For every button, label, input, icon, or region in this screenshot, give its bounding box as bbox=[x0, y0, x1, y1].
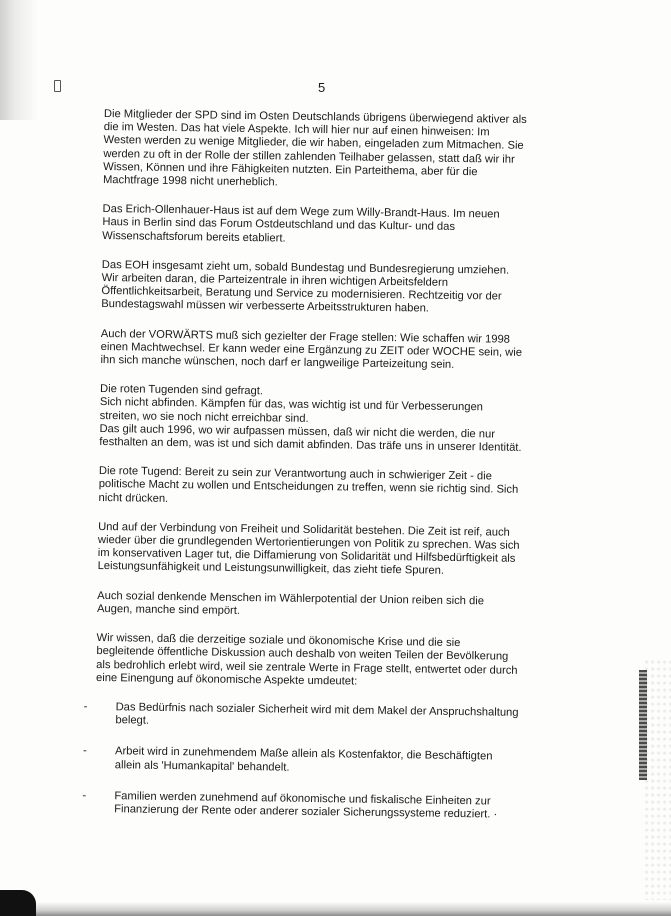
list-item bbox=[82, 789, 518, 822]
paragraph-crisis: Wir wissen, daß die derzeitige soziale und ökonomische Krise und die sie begleitende öffentliche Diskussion auch deshalb von weiten Teilen der Bevölkerung als bedrohlich erlebt wird, weil sie zentrale Werte in Frage stellt, entwertet oder durch eine Einengung auf ökonomische Aspekte umdeutet: bbox=[95, 632, 518, 688]
list-item bbox=[83, 700, 519, 733]
virtues-line-1: Die roten Tugenden sind gefragt. bbox=[99, 383, 264, 398]
paragraph-vorwaerts: Auch der VORWÄRTS muß sich gezielter der Frage stellen: Wie schaffen wir 1998 einen Machtwechsel. Er kann weder eine Ergänzung zu ZEIT oder WOCHE sein, wie ihn sich manche wünschen, noch darf er langweilige Parteizeitung sein. bbox=[100, 327, 523, 371]
scan-shadow-bottom bbox=[0, 902, 671, 916]
scan-artifact-right bbox=[639, 670, 647, 780]
bullet-dash: - bbox=[82, 789, 87, 802]
list-item bbox=[82, 745, 519, 777]
bullet-list bbox=[82, 700, 520, 822]
paragraph-solidarity: Und auf der Verbindung von Freiheit und Solidarität bestehen. Die Zeit ist reif, auch wieder über die grundlegenden Wertorientierungen von Politik zu sprechen. Was sich im konservativen Lager tut, die Diffamierung von Solidarität und Hilfsbedürftigkeit als Leistungsunfähigkeit und Leistungsunwilligkeit, das zieht tiefe Spuren. bbox=[97, 520, 520, 578]
scan-noise-right bbox=[643, 660, 671, 900]
paragraph-members: Die Mitglieder der SPD sind im Osten Deutschlands übrigens überwiegend aktiver als die im Westen. Das hat viele Aspekte. Ich will hier nur auf einen hinweisen: Im Westen werden zu wenige Mitglieder, die wir haben, eingeladen zum Mitmachen. Sie werden zu oft in der Rolle der stillen zahlenden Teilhaber gelassen, statt daß wir ihr Wissen, Können und ihre Fähigkeiten nutzten. Ein Parteithema, aber für die Machtfrage 1998 nicht unerheblich. bbox=[102, 108, 527, 189]
virtues-line-3: Das gilt auch 1996, wo wir aufpassen müssen, daß wir nicht die werden, die nur festhalten an dem, was ist und sich damit abfinden. Das träfe uns in unserer Identität. bbox=[99, 422, 522, 454]
scan-corner-bottom bbox=[0, 890, 36, 916]
margin-mark bbox=[54, 80, 61, 92]
bullet-dash: - bbox=[83, 700, 88, 713]
bullet-text: Das Bedürfnis nach sozialer Sicherheit wird mit dem Makel der Anspruchshaltung belegt. bbox=[115, 701, 519, 727]
paragraph-union-voters: Auch sozial denkende Menschen im Wählerpotential der Union reiben sich die Augen, manche sind empört. bbox=[96, 589, 485, 617]
paragraph-red-virtue: Die rote Tugend: Bereit zu sein zur Verantwortung auch in schwieriger Zeit - die politische Macht zu wollen und Entscheidungen zu treffen, wenn sie richtig sind. Sich nicht drücken. bbox=[98, 465, 519, 505]
paragraph-eoh-move: Das Erich-Ollenhauer-Haus ist auf dem Wege zum Willy-Brandt-Haus. Im neuen Haus in Berlin sind das Forum Ostdeutschland und das Kultur- und das Wissenschaftsforum bereits etabliert. bbox=[102, 203, 500, 245]
bullet-text: Familien werden zunehmend auf ökonomische und fiskalische Einheiten zur Finanzierung der Rente oder anderer sozialer Sicherungssysteme reduziert. · bbox=[114, 789, 498, 821]
virtues-line-2: Sich nicht abfinden. Kämpfen für das, was wichtig ist und für Verbesserungen streiten, wo sie noch nicht erreichbar sind. bbox=[99, 396, 484, 425]
document-body bbox=[82, 108, 528, 840]
bullet-dash: - bbox=[82, 745, 87, 758]
bullet-text: Arbeit wird in zunehmendem Maße allein als Kostenfaktor, die Beschäftigten allein als 'Humankapital' behandelt. bbox=[114, 745, 493, 774]
page-number: 5 bbox=[318, 80, 326, 95]
paragraph-eoh-modernize: Das EOH insgesamt zieht um, sobald Bundestag und Bundesregierung umziehen. Wir arbeiten daran, die Parteizentrale in ihren wichtigen Arbeitsfeldern Öffentlichkeitsarbeit, Beratung und Service zu modernisieren. Rechtzeitig vor der Bundestagswahl müssen wir verbesserte Arbeitsstrukturen haben. bbox=[101, 258, 510, 315]
scan-shadow-left bbox=[0, 0, 38, 120]
paragraph-virtues bbox=[99, 383, 524, 455]
